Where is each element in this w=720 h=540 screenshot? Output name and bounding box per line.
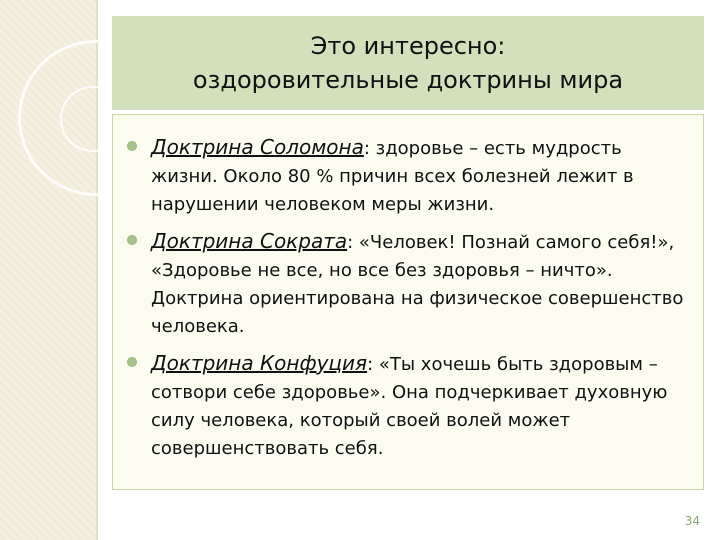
slide-content-box [112, 114, 704, 490]
doctrine-text-confucius: : «Ты хочешь быть здоровым – сотвори себе здоровье». Она подчеркивает духовную силу человека, который своей волей может совершенствовать себя. [151, 354, 668, 459]
doctrine-text-solomon: : здоровье – есть мудрость жизни. Около 80 % причин всех болезней лежит в нарушении человеком меры жизни. [151, 138, 634, 215]
doctrine-name-solomon: Доктрина Соломона [151, 135, 364, 159]
slide-title-line-2: оздоровительные доктрины мира [192, 66, 624, 94]
doctrine-text-socrates: : «Человек! Познай самого себя!», «Здоровье не все, но все без здоровья – ничто». Доктрина ориентирована на физическое совершенство человека. [151, 232, 684, 337]
slide-title-line-1: Это интересно: [310, 32, 506, 60]
list-item-solomon [125, 133, 685, 219]
doctrine-name-socrates: Доктрина Сократа [151, 229, 348, 253]
bullet-dot-icon [127, 235, 137, 245]
doctrine-name-confucius: Доктрина Конфуция [151, 351, 368, 375]
bullet-dot-icon [127, 357, 137, 367]
list-item-confucius [125, 349, 685, 463]
list-item-socrates [125, 227, 685, 341]
slide-page-number: 34 [684, 514, 700, 528]
slide-title-box [112, 16, 704, 110]
bullet-dot-icon [127, 141, 137, 151]
